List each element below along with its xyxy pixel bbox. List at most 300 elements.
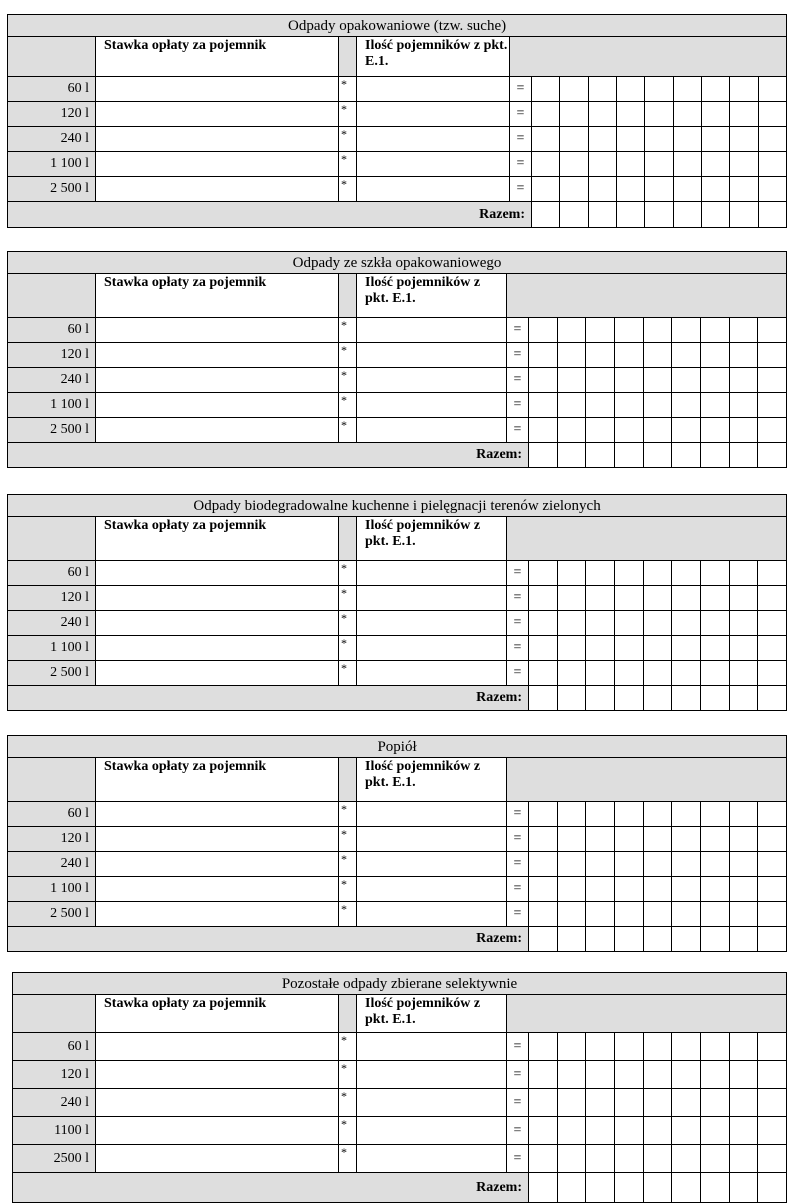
amount-digit-box[interactable] bbox=[557, 418, 586, 443]
amount-digit-box[interactable] bbox=[672, 1145, 701, 1173]
rate-input[interactable] bbox=[96, 1061, 339, 1089]
amount-digit-box[interactable] bbox=[586, 561, 615, 586]
quantity-input[interactable] bbox=[357, 1061, 507, 1089]
amount-digit-box[interactable] bbox=[729, 661, 758, 686]
amount-digit-box[interactable] bbox=[586, 636, 615, 661]
quantity-input[interactable] bbox=[357, 852, 507, 877]
amount-digit-box[interactable] bbox=[700, 1117, 729, 1145]
rate-input[interactable] bbox=[96, 1089, 339, 1117]
total-digit-box[interactable] bbox=[643, 927, 672, 952]
amount-digit-box[interactable] bbox=[616, 77, 644, 102]
amount-digit-box[interactable] bbox=[729, 318, 758, 343]
amount-digit-box[interactable] bbox=[729, 1117, 758, 1145]
quantity-input[interactable] bbox=[357, 1033, 507, 1061]
quantity-input[interactable] bbox=[357, 318, 507, 343]
amount-digit-box[interactable] bbox=[643, 1089, 672, 1117]
amount-digit-box[interactable] bbox=[729, 418, 758, 443]
rate-input[interactable] bbox=[96, 102, 339, 127]
amount-digit-box[interactable] bbox=[643, 1145, 672, 1173]
total-digit-box[interactable] bbox=[672, 443, 701, 468]
total-digit-box[interactable] bbox=[672, 1173, 701, 1203]
amount-digit-box[interactable] bbox=[529, 318, 558, 343]
amount-digit-box[interactable] bbox=[588, 177, 616, 202]
amount-digit-box[interactable] bbox=[701, 177, 729, 202]
amount-digit-box[interactable] bbox=[701, 77, 729, 102]
amount-digit-box[interactable] bbox=[588, 152, 616, 177]
rate-input[interactable] bbox=[96, 343, 339, 368]
amount-digit-box[interactable] bbox=[532, 127, 560, 152]
amount-digit-box[interactable] bbox=[673, 127, 701, 152]
amount-digit-box[interactable] bbox=[758, 852, 787, 877]
amount-digit-box[interactable] bbox=[700, 586, 729, 611]
amount-digit-box[interactable] bbox=[643, 1061, 672, 1089]
amount-digit-box[interactable] bbox=[700, 561, 729, 586]
amount-digit-box[interactable] bbox=[700, 1089, 729, 1117]
amount-digit-box[interactable] bbox=[700, 393, 729, 418]
amount-digit-box[interactable] bbox=[700, 902, 729, 927]
amount-digit-box[interactable] bbox=[586, 1061, 615, 1089]
rate-input[interactable] bbox=[96, 393, 339, 418]
amount-digit-box[interactable] bbox=[614, 368, 643, 393]
amount-digit-box[interactable] bbox=[758, 152, 786, 177]
total-digit-box[interactable] bbox=[614, 927, 643, 952]
amount-digit-box[interactable] bbox=[529, 852, 558, 877]
amount-digit-box[interactable] bbox=[586, 1033, 615, 1061]
amount-digit-box[interactable] bbox=[614, 1117, 643, 1145]
amount-digit-box[interactable] bbox=[614, 877, 643, 902]
amount-digit-box[interactable] bbox=[730, 152, 758, 177]
amount-digit-box[interactable] bbox=[557, 393, 586, 418]
quantity-input[interactable] bbox=[357, 902, 507, 927]
amount-digit-box[interactable] bbox=[616, 177, 644, 202]
amount-digit-box[interactable] bbox=[758, 561, 787, 586]
amount-digit-box[interactable] bbox=[614, 611, 643, 636]
amount-digit-box[interactable] bbox=[672, 561, 701, 586]
amount-digit-box[interactable] bbox=[557, 1061, 586, 1089]
amount-digit-box[interactable] bbox=[616, 127, 644, 152]
total-digit-box[interactable] bbox=[557, 1173, 586, 1203]
amount-digit-box[interactable] bbox=[586, 343, 615, 368]
amount-digit-box[interactable] bbox=[729, 852, 758, 877]
amount-digit-box[interactable] bbox=[529, 343, 558, 368]
amount-digit-box[interactable] bbox=[672, 368, 701, 393]
amount-digit-box[interactable] bbox=[529, 418, 558, 443]
quantity-input[interactable] bbox=[357, 343, 507, 368]
total-digit-box[interactable] bbox=[529, 686, 558, 711]
amount-digit-box[interactable] bbox=[586, 902, 615, 927]
amount-digit-box[interactable] bbox=[529, 1145, 558, 1173]
total-digit-box[interactable] bbox=[586, 443, 615, 468]
amount-digit-box[interactable] bbox=[758, 1061, 787, 1089]
amount-digit-box[interactable] bbox=[586, 661, 615, 686]
rate-input[interactable] bbox=[96, 318, 339, 343]
rate-input[interactable] bbox=[96, 802, 339, 827]
amount-digit-box[interactable] bbox=[529, 902, 558, 927]
amount-digit-box[interactable] bbox=[730, 127, 758, 152]
amount-digit-box[interactable] bbox=[729, 1145, 758, 1173]
amount-digit-box[interactable] bbox=[586, 1117, 615, 1145]
amount-digit-box[interactable] bbox=[700, 827, 729, 852]
total-digit-box[interactable] bbox=[700, 686, 729, 711]
quantity-input[interactable] bbox=[357, 636, 507, 661]
amount-digit-box[interactable] bbox=[586, 852, 615, 877]
amount-digit-box[interactable] bbox=[645, 102, 673, 127]
amount-digit-box[interactable] bbox=[557, 827, 586, 852]
rate-input[interactable] bbox=[96, 1117, 339, 1145]
amount-digit-box[interactable] bbox=[758, 368, 787, 393]
amount-digit-box[interactable] bbox=[700, 368, 729, 393]
amount-digit-box[interactable] bbox=[730, 77, 758, 102]
amount-digit-box[interactable] bbox=[643, 343, 672, 368]
amount-digit-box[interactable] bbox=[672, 393, 701, 418]
amount-digit-box[interactable] bbox=[673, 177, 701, 202]
amount-digit-box[interactable] bbox=[758, 102, 786, 127]
quantity-input[interactable] bbox=[357, 877, 507, 902]
amount-digit-box[interactable] bbox=[529, 1117, 558, 1145]
amount-digit-box[interactable] bbox=[532, 177, 560, 202]
amount-digit-box[interactable] bbox=[529, 393, 558, 418]
amount-digit-box[interactable] bbox=[643, 586, 672, 611]
rate-input[interactable] bbox=[96, 902, 339, 927]
amount-digit-box[interactable] bbox=[557, 1033, 586, 1061]
amount-digit-box[interactable] bbox=[588, 102, 616, 127]
total-digit-box[interactable] bbox=[560, 202, 588, 228]
amount-digit-box[interactable] bbox=[758, 1145, 787, 1173]
amount-digit-box[interactable] bbox=[586, 1145, 615, 1173]
amount-digit-box[interactable] bbox=[672, 852, 701, 877]
amount-digit-box[interactable] bbox=[701, 152, 729, 177]
amount-digit-box[interactable] bbox=[729, 368, 758, 393]
quantity-input[interactable] bbox=[357, 611, 507, 636]
rate-input[interactable] bbox=[96, 1145, 339, 1173]
amount-digit-box[interactable] bbox=[529, 1089, 558, 1117]
amount-digit-box[interactable] bbox=[672, 661, 701, 686]
total-digit-box[interactable] bbox=[758, 443, 787, 468]
amount-digit-box[interactable] bbox=[614, 661, 643, 686]
rate-input[interactable] bbox=[96, 661, 339, 686]
amount-digit-box[interactable] bbox=[557, 1145, 586, 1173]
amount-digit-box[interactable] bbox=[557, 802, 586, 827]
amount-digit-box[interactable] bbox=[729, 343, 758, 368]
total-digit-box[interactable] bbox=[529, 443, 558, 468]
amount-digit-box[interactable] bbox=[586, 368, 615, 393]
rate-input[interactable] bbox=[96, 852, 339, 877]
total-digit-box[interactable] bbox=[758, 1173, 787, 1203]
total-digit-box[interactable] bbox=[586, 686, 615, 711]
amount-digit-box[interactable] bbox=[614, 802, 643, 827]
amount-digit-box[interactable] bbox=[614, 1089, 643, 1117]
total-digit-box[interactable] bbox=[700, 443, 729, 468]
amount-digit-box[interactable] bbox=[645, 152, 673, 177]
amount-digit-box[interactable] bbox=[643, 318, 672, 343]
amount-digit-box[interactable] bbox=[701, 127, 729, 152]
quantity-input[interactable] bbox=[357, 1145, 507, 1173]
amount-digit-box[interactable] bbox=[616, 152, 644, 177]
amount-digit-box[interactable] bbox=[673, 77, 701, 102]
total-digit-box[interactable] bbox=[643, 686, 672, 711]
amount-digit-box[interactable] bbox=[529, 802, 558, 827]
amount-digit-box[interactable] bbox=[758, 1033, 787, 1061]
amount-digit-box[interactable] bbox=[560, 177, 588, 202]
amount-digit-box[interactable] bbox=[729, 877, 758, 902]
rate-input[interactable] bbox=[96, 877, 339, 902]
amount-digit-box[interactable] bbox=[729, 1089, 758, 1117]
amount-digit-box[interactable] bbox=[588, 127, 616, 152]
quantity-input[interactable] bbox=[357, 802, 507, 827]
amount-digit-box[interactable] bbox=[701, 102, 729, 127]
amount-digit-box[interactable] bbox=[672, 318, 701, 343]
amount-digit-box[interactable] bbox=[700, 661, 729, 686]
amount-digit-box[interactable] bbox=[529, 1061, 558, 1089]
amount-digit-box[interactable] bbox=[643, 877, 672, 902]
amount-digit-box[interactable] bbox=[643, 802, 672, 827]
rate-input[interactable] bbox=[96, 827, 339, 852]
amount-digit-box[interactable] bbox=[758, 1089, 787, 1117]
amount-digit-box[interactable] bbox=[729, 902, 758, 927]
amount-digit-box[interactable] bbox=[586, 586, 615, 611]
amount-digit-box[interactable] bbox=[672, 802, 701, 827]
total-digit-box[interactable] bbox=[700, 927, 729, 952]
amount-digit-box[interactable] bbox=[758, 611, 787, 636]
amount-digit-box[interactable] bbox=[529, 611, 558, 636]
amount-digit-box[interactable] bbox=[643, 902, 672, 927]
amount-digit-box[interactable] bbox=[643, 561, 672, 586]
total-digit-box[interactable] bbox=[529, 927, 558, 952]
total-digit-box[interactable] bbox=[614, 443, 643, 468]
amount-digit-box[interactable] bbox=[557, 636, 586, 661]
quantity-input[interactable] bbox=[357, 77, 510, 102]
amount-digit-box[interactable] bbox=[672, 636, 701, 661]
amount-digit-box[interactable] bbox=[700, 318, 729, 343]
total-digit-box[interactable] bbox=[614, 686, 643, 711]
amount-digit-box[interactable] bbox=[645, 77, 673, 102]
total-digit-box[interactable] bbox=[700, 1173, 729, 1203]
amount-digit-box[interactable] bbox=[700, 802, 729, 827]
amount-digit-box[interactable] bbox=[560, 102, 588, 127]
amount-digit-box[interactable] bbox=[758, 393, 787, 418]
amount-digit-box[interactable] bbox=[758, 636, 787, 661]
amount-digit-box[interactable] bbox=[586, 1089, 615, 1117]
total-digit-box[interactable] bbox=[616, 202, 644, 228]
amount-digit-box[interactable] bbox=[672, 343, 701, 368]
amount-digit-box[interactable] bbox=[586, 393, 615, 418]
total-digit-box[interactable] bbox=[557, 686, 586, 711]
quantity-input[interactable] bbox=[357, 561, 507, 586]
amount-digit-box[interactable] bbox=[614, 636, 643, 661]
amount-digit-box[interactable] bbox=[672, 877, 701, 902]
amount-digit-box[interactable] bbox=[614, 827, 643, 852]
total-digit-box[interactable] bbox=[758, 686, 787, 711]
total-digit-box[interactable] bbox=[557, 443, 586, 468]
quantity-input[interactable] bbox=[357, 368, 507, 393]
amount-digit-box[interactable] bbox=[614, 902, 643, 927]
amount-digit-box[interactable] bbox=[614, 1061, 643, 1089]
amount-digit-box[interactable] bbox=[614, 1033, 643, 1061]
amount-digit-box[interactable] bbox=[758, 177, 786, 202]
quantity-input[interactable] bbox=[357, 127, 510, 152]
amount-digit-box[interactable] bbox=[700, 1061, 729, 1089]
rate-input[interactable] bbox=[96, 127, 339, 152]
quantity-input[interactable] bbox=[357, 586, 507, 611]
amount-digit-box[interactable] bbox=[560, 152, 588, 177]
rate-input[interactable] bbox=[96, 418, 339, 443]
amount-digit-box[interactable] bbox=[614, 561, 643, 586]
rate-input[interactable] bbox=[96, 636, 339, 661]
amount-digit-box[interactable] bbox=[614, 418, 643, 443]
quantity-input[interactable] bbox=[357, 661, 507, 686]
amount-digit-box[interactable] bbox=[529, 877, 558, 902]
amount-digit-box[interactable] bbox=[529, 1033, 558, 1061]
amount-digit-box[interactable] bbox=[758, 661, 787, 686]
amount-digit-box[interactable] bbox=[729, 802, 758, 827]
total-digit-box[interactable] bbox=[729, 686, 758, 711]
total-digit-box[interactable] bbox=[529, 1173, 558, 1203]
amount-digit-box[interactable] bbox=[532, 77, 560, 102]
amount-digit-box[interactable] bbox=[729, 1061, 758, 1089]
rate-input[interactable] bbox=[96, 152, 339, 177]
amount-digit-box[interactable] bbox=[557, 852, 586, 877]
amount-digit-box[interactable] bbox=[532, 102, 560, 127]
amount-digit-box[interactable] bbox=[557, 1117, 586, 1145]
amount-digit-box[interactable] bbox=[758, 802, 787, 827]
total-digit-box[interactable] bbox=[701, 202, 729, 228]
amount-digit-box[interactable] bbox=[729, 611, 758, 636]
amount-digit-box[interactable] bbox=[758, 877, 787, 902]
amount-digit-box[interactable] bbox=[557, 1089, 586, 1117]
amount-digit-box[interactable] bbox=[643, 1033, 672, 1061]
rate-input[interactable] bbox=[96, 1033, 339, 1061]
total-digit-box[interactable] bbox=[643, 1173, 672, 1203]
total-digit-box[interactable] bbox=[672, 686, 701, 711]
amount-digit-box[interactable] bbox=[700, 1145, 729, 1173]
total-digit-box[interactable] bbox=[672, 927, 701, 952]
amount-digit-box[interactable] bbox=[729, 393, 758, 418]
amount-digit-box[interactable] bbox=[529, 661, 558, 686]
amount-digit-box[interactable] bbox=[700, 877, 729, 902]
amount-digit-box[interactable] bbox=[643, 393, 672, 418]
amount-digit-box[interactable] bbox=[586, 802, 615, 827]
total-digit-box[interactable] bbox=[729, 1173, 758, 1203]
amount-digit-box[interactable] bbox=[557, 611, 586, 636]
amount-digit-box[interactable] bbox=[700, 418, 729, 443]
amount-digit-box[interactable] bbox=[643, 852, 672, 877]
amount-digit-box[interactable] bbox=[700, 343, 729, 368]
amount-digit-box[interactable] bbox=[557, 561, 586, 586]
amount-digit-box[interactable] bbox=[673, 102, 701, 127]
total-digit-box[interactable] bbox=[729, 443, 758, 468]
amount-digit-box[interactable] bbox=[758, 127, 786, 152]
amount-digit-box[interactable] bbox=[588, 77, 616, 102]
amount-digit-box[interactable] bbox=[758, 343, 787, 368]
rate-input[interactable] bbox=[96, 561, 339, 586]
amount-digit-box[interactable] bbox=[643, 611, 672, 636]
rate-input[interactable] bbox=[96, 368, 339, 393]
total-digit-box[interactable] bbox=[645, 202, 673, 228]
total-digit-box[interactable] bbox=[588, 202, 616, 228]
amount-digit-box[interactable] bbox=[557, 586, 586, 611]
amount-digit-box[interactable] bbox=[758, 1117, 787, 1145]
amount-digit-box[interactable] bbox=[557, 661, 586, 686]
amount-digit-box[interactable] bbox=[529, 636, 558, 661]
amount-digit-box[interactable] bbox=[557, 343, 586, 368]
amount-digit-box[interactable] bbox=[729, 1033, 758, 1061]
amount-digit-box[interactable] bbox=[672, 1061, 701, 1089]
amount-digit-box[interactable] bbox=[758, 77, 786, 102]
amount-digit-box[interactable] bbox=[758, 827, 787, 852]
amount-digit-box[interactable] bbox=[586, 418, 615, 443]
amount-digit-box[interactable] bbox=[557, 368, 586, 393]
amount-digit-box[interactable] bbox=[529, 827, 558, 852]
amount-digit-box[interactable] bbox=[529, 368, 558, 393]
amount-digit-box[interactable] bbox=[643, 636, 672, 661]
total-digit-box[interactable] bbox=[673, 202, 701, 228]
amount-digit-box[interactable] bbox=[616, 102, 644, 127]
amount-digit-box[interactable] bbox=[700, 1033, 729, 1061]
amount-digit-box[interactable] bbox=[643, 418, 672, 443]
amount-digit-box[interactable] bbox=[560, 77, 588, 102]
amount-digit-box[interactable] bbox=[614, 343, 643, 368]
amount-digit-box[interactable] bbox=[529, 561, 558, 586]
amount-digit-box[interactable] bbox=[672, 586, 701, 611]
amount-digit-box[interactable] bbox=[645, 127, 673, 152]
amount-digit-box[interactable] bbox=[586, 827, 615, 852]
amount-digit-box[interactable] bbox=[730, 177, 758, 202]
amount-digit-box[interactable] bbox=[729, 636, 758, 661]
quantity-input[interactable] bbox=[357, 418, 507, 443]
amount-digit-box[interactable] bbox=[560, 127, 588, 152]
quantity-input[interactable] bbox=[357, 827, 507, 852]
amount-digit-box[interactable] bbox=[672, 1033, 701, 1061]
amount-digit-box[interactable] bbox=[758, 586, 787, 611]
amount-digit-box[interactable] bbox=[586, 318, 615, 343]
amount-digit-box[interactable] bbox=[730, 102, 758, 127]
amount-digit-box[interactable] bbox=[614, 393, 643, 418]
amount-digit-box[interactable] bbox=[700, 611, 729, 636]
amount-digit-box[interactable] bbox=[672, 1117, 701, 1145]
total-digit-box[interactable] bbox=[586, 1173, 615, 1203]
quantity-input[interactable] bbox=[357, 152, 510, 177]
amount-digit-box[interactable] bbox=[672, 611, 701, 636]
amount-digit-box[interactable] bbox=[758, 318, 787, 343]
amount-digit-box[interactable] bbox=[586, 611, 615, 636]
total-digit-box[interactable] bbox=[557, 927, 586, 952]
amount-digit-box[interactable] bbox=[614, 1145, 643, 1173]
amount-digit-box[interactable] bbox=[729, 561, 758, 586]
amount-digit-box[interactable] bbox=[532, 152, 560, 177]
amount-digit-box[interactable] bbox=[729, 827, 758, 852]
amount-digit-box[interactable] bbox=[672, 902, 701, 927]
amount-digit-box[interactable] bbox=[672, 1089, 701, 1117]
amount-digit-box[interactable] bbox=[614, 586, 643, 611]
total-digit-box[interactable] bbox=[586, 927, 615, 952]
total-digit-box[interactable] bbox=[643, 443, 672, 468]
rate-input[interactable] bbox=[96, 611, 339, 636]
amount-digit-box[interactable] bbox=[729, 586, 758, 611]
amount-digit-box[interactable] bbox=[700, 852, 729, 877]
total-digit-box[interactable] bbox=[730, 202, 758, 228]
total-digit-box[interactable] bbox=[729, 927, 758, 952]
quantity-input[interactable] bbox=[357, 393, 507, 418]
quantity-input[interactable] bbox=[357, 102, 510, 127]
quantity-input[interactable] bbox=[357, 1117, 507, 1145]
amount-digit-box[interactable] bbox=[672, 827, 701, 852]
amount-digit-box[interactable] bbox=[557, 318, 586, 343]
rate-input[interactable] bbox=[96, 177, 339, 202]
total-digit-box[interactable] bbox=[758, 927, 787, 952]
amount-digit-box[interactable] bbox=[586, 877, 615, 902]
amount-digit-box[interactable] bbox=[643, 827, 672, 852]
amount-digit-box[interactable] bbox=[614, 852, 643, 877]
